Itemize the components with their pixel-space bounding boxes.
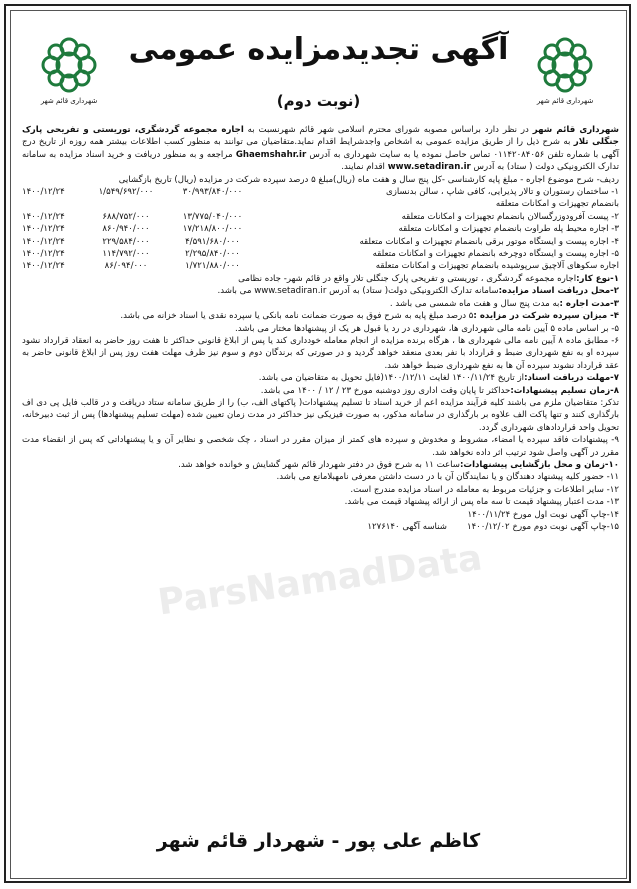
lot-title: اجاره سکوهای آلاچیق سرپوشیده بانضمام تجهیزات و امکانات متعلقه xyxy=(375,261,619,272)
base-price xyxy=(165,198,260,210)
logo-caption: شهرداری قائم شهر xyxy=(536,97,594,105)
setad-link[interactable]: www.setadiran.ir xyxy=(387,162,471,173)
lot-title: ۱- ساختمان رستوران و تالار پذیرایی، کافی شاپ ، سالن بدنسازی xyxy=(386,187,619,198)
condition-label: ۷-مهلت دریافت اسناد: xyxy=(524,373,619,384)
ad-id: شناسه آگهی ۱۲۷۶۱۴۰ xyxy=(367,522,447,532)
condition-item xyxy=(22,397,619,434)
logo-caption: شهرداری قائم شهر xyxy=(40,97,98,105)
municipality-logo-right xyxy=(522,34,608,114)
publication-schedule xyxy=(22,509,619,521)
deposit-amount: ۱۱۴/۷۹۲/۰۰۰ xyxy=(102,249,150,260)
intro-text: اقدام نمایند. xyxy=(341,162,388,173)
condition-item xyxy=(22,372,619,384)
condition-text: تذکر: متقاضیان ملزم می باشند کلیه فرآیند مزایده اعم از خرید اسناد تا تسلیم پیشنهادات( پاکتهای الف، ب) را از طریق سامانه ستاد دریافت و در قالب فایل پی دی اف بارگذاری کنند و تنها پاکت الف علاوه بر بارگذاری در سامانه مذکور، به صورت فیزیکی نیز حداکثر در مدت زمان تعیین شده (مهلت تسلیم پیشنهادها) پس از ثبت دبیرخانه، تحویل واحد قراردادهای شهرداری گردد. xyxy=(22,397,619,433)
deposit-amount: ۱/۵۴۹/۶۹۲/۰۰۰ xyxy=(98,187,154,198)
condition-label: ۱۰-زمان و محل بازگشایی پیشنهادات: xyxy=(460,459,619,470)
condition-text: ۹- پیشنهادات فاقد سپرده یا امضاء، مشروط و مخدوش و سپرده های کمتر از میزان مقرر در اسناد ، چک شخصی و نظایر آن و یا پیشنهاداتی که پس از انقضاء مدت مقرر در آگهی واصل شود ترتیب اثر داده نخواهد شد. xyxy=(22,435,619,458)
table-row xyxy=(22,186,619,198)
condition-text: حداکثر تا پایان وقت اداری روز دوشنبه مورخ ۲۳ / ۱۲ / ۱۴۰۰ می باشد. xyxy=(260,385,511,396)
condition-item xyxy=(22,484,619,496)
condition-text: اجاره مجموعه گردشگری ، توریستی و تفریحی پارک جنگلی تلار واقع در قائم شهر- جاده نظامی xyxy=(238,273,577,284)
base-price: ۲/۲۹۵/۸۴۰/۰۰۰ xyxy=(185,249,240,260)
publication-schedule xyxy=(22,521,619,533)
base-price: ۴/۵۹۱/۶۸۰/۰۰۰ xyxy=(185,236,240,247)
table-header: ردیف- شرح موضوع اجاره - مبلغ پایه کارشناسی -کل پنج سال و هفت ماه (ریال)مبلغ ۵ درصد سپرده شرکت در مزایده (ریال) تاریخ بازگشایی xyxy=(118,174,619,185)
lot-title: ۳- اجاره محیط پله طراوت بانضمام تجهیزات و امکانات متعلقه xyxy=(398,224,619,235)
condition-item xyxy=(22,434,619,459)
opening-date: ۱۴۰۰/۱۲/۲۴ xyxy=(22,261,65,272)
condition-item xyxy=(22,285,619,297)
deposit-amount: ۶۸۸/۷۵۲/۰۰۰ xyxy=(102,211,150,222)
opening-date: ۱۴۰۰/۱۲/۲۴ xyxy=(22,249,65,260)
table-row xyxy=(22,260,619,272)
condition-item xyxy=(22,310,619,322)
lots-table xyxy=(22,186,619,273)
deposit-amount: ۸۶۰/۹۴۰/۰۰۰ xyxy=(102,224,150,235)
intro-subject: اجاره مجموعه گردشگری، توریستی و تفریحی پارک جنگلی تلار xyxy=(22,125,619,148)
second-publication: ۱۵-چاپ آگهی نوبت دوم مورخ ۱۴۰۰/۱۲/۰۲ xyxy=(466,522,619,532)
condition-item xyxy=(22,323,619,335)
condition-label: ۸-زمان تسلیم پیشنهادات: xyxy=(510,385,619,396)
condition-item xyxy=(22,471,619,483)
base-price: ۱۳/۷۷۵/۰۴۰/۰۰۰ xyxy=(182,211,243,222)
table-row xyxy=(22,248,619,260)
page-title: آگهی تجدیدمزایده عمومی xyxy=(128,32,509,67)
lot-title: ۵- اجاره پیست و ایستگاه دوچرخه بانضمام تجهیزات و امکانات متعلقه xyxy=(372,249,619,260)
page-subtitle: (نوبت دوم) xyxy=(276,92,361,110)
deposit-amount: ۲۲۹/۵۸۴/۰۰۰ xyxy=(102,236,150,247)
table-row xyxy=(22,211,619,223)
first-publication: ۱۴-چاپ آگهی نوبت اول مورخ ۱۴۰۰/۱۱/۲۴ xyxy=(467,509,619,520)
condition-item xyxy=(22,335,619,372)
condition-text: ۱۲- سایر اطلاعات و جزئیات مربوط به معامله در اسناد مزایده مندرج است. xyxy=(350,484,619,495)
watermark: ParsNamadData xyxy=(155,537,485,624)
condition-text: ۶- مطابق ماده ۸ آیین نامه مالی شهرداری ها ، هرگاه برنده مزایده از انجام معامله خودداری کند یا پس از ابلاغ قانونی حداکثر تا هفت روز حاضر به انعقاد قرارداد نشود سپرده او به نفع شهرداری ضبط و قرارداد با نفر بعدی منعقد خواهد گردید و در صورتی که برندگان دوم و سوم نیز ظرف مهلت هفت روز پس از ابلاغ قانونی حاضر به عقد قرارداد نشوند سپرده آن ها به نفع شهرداری ضبط خواهد شد. xyxy=(22,335,619,371)
table-row xyxy=(22,236,619,248)
lot-title: ۴- اجاره پیست و ایستگاه موتور برقی بانضمام تجهیزات و امکانات متعلقه xyxy=(359,236,619,247)
table-row xyxy=(22,198,619,210)
lot-title: ۲- پیست آفرودوزرگسالان بانضمام تجهیزات و امکانات متعلقه xyxy=(401,211,619,222)
intro-paragraph xyxy=(22,124,619,174)
deposit-amount: ۸۶/۰۹۴/۰۰۰ xyxy=(104,261,148,272)
condition-text: سامانه تدارک الکترونیکی دولت( ستاد) به آدرس www.setadiran.ir می باشد. xyxy=(217,286,499,297)
signature: کاظم علی پور - شهردار قائم شهر xyxy=(156,830,481,852)
header xyxy=(0,12,637,124)
table-row xyxy=(22,223,619,235)
conditions-list xyxy=(22,273,619,509)
condition-item xyxy=(22,496,619,508)
condition-text: به مدت پنج سال و هفت ماه شمسی می باشد . xyxy=(389,298,560,309)
condition-text: ۱۱- حضور کلیه پیشنهاد دهندگان و یا نمایندگان آن با در دست داشتن معرفی نامهبلامانع می باشد. xyxy=(276,472,619,483)
condition-text: ۱۳- مدت اعتبار پیشنهاد قیمت تا سه ماه پس از ارائه پیشنهاد قیمت می باشد. xyxy=(344,497,619,508)
condition-label: ۳-مدت اجاره : xyxy=(559,298,619,309)
condition-label: ۱-نوع کار: xyxy=(576,273,619,284)
notice-body xyxy=(22,124,619,824)
condition-item xyxy=(22,385,619,397)
intro-lead: شهرداری قائم شهر xyxy=(532,125,619,135)
base-price: ۳۰/۹۹۳/۸۴۰/۰۰۰ xyxy=(182,187,243,198)
opening-date xyxy=(22,198,87,210)
condition-label: ۴- میزان سپرده شرکت در مزایده : xyxy=(473,311,619,322)
intro-text: در نظر دارد براساس مصوبه شورای محترم اسلامی شهر قائم شهرنسبت به xyxy=(243,125,533,135)
base-price: ۱۷/۲۱۸/۸۰۰/۰۰۰ xyxy=(182,224,243,235)
condition-item xyxy=(22,298,619,310)
condition-item xyxy=(22,273,619,285)
base-price: ۱/۷۲۱/۸۸۰/۰۰۰ xyxy=(185,261,240,272)
lot-title: بانضمام تجهیزات و امکانات متعلقه xyxy=(495,199,619,210)
condition-text: ساعت ۱۱ به شرح فوق در دفتر شهردار قائم شهر گشایش و خوانده خواهد شد. xyxy=(178,459,460,470)
condition-label: ۲-محل دریافت اسناد مزایده: xyxy=(498,286,619,297)
condition-item xyxy=(22,459,619,471)
condition-text: ۵ درصد مبلغ پایه به شرح فوق به صورت ضمانت نامه بانکی یا سپرده نقدی یا اسناد خزانه می باشد. xyxy=(120,311,474,322)
condition-text: ۵- بر اساس ماده ۵ آیین نامه مالی شهرداری ها، شهرداری در رد یا قبول هر یک از پیشنهادها مختار می باشد. xyxy=(235,323,619,334)
opening-date: ۱۴۰۰/۱۲/۲۴ xyxy=(22,211,65,222)
condition-text: از تاریخ ۱۴۰۰/۱۱/۲۴ لغایت ۱۴۰۰/۱۲/۱۱(فایل تحویل به متقاضیان می باشد. xyxy=(258,373,525,384)
website-link[interactable]: Ghaemshahr.ir xyxy=(235,149,307,160)
intro-text: به شرح ذیل را از طریق مزایده عمومی به اشخاص واجدشرایط اقدام نماید.متقاضیان می توانند به منظور کسب اطلاعات بیشتر همه روزه از تاریخ درج آگهی با شماره تلفن ۰۱۱۴۲۰۸۴۰۵۶ تماس حاصل نموده یا به سایت شهرداری به آدرس xyxy=(22,137,620,160)
opening-date: ۱۴۰۰/۱۲/۲۴ xyxy=(22,236,65,247)
emblem-icon xyxy=(534,34,596,96)
deposit-amount xyxy=(87,198,165,210)
intro-text: مراجعه و به منظور دریافت و خرید اسناد مزایده به سامانه تدارک الکترونیکی دولت ( ستاد) به آدرس xyxy=(22,149,619,173)
opening-date: ۱۴۰۰/۱۲/۲۴ xyxy=(22,224,65,235)
opening-date: ۱۴۰۰/۱۲/۲۴ xyxy=(22,187,65,198)
